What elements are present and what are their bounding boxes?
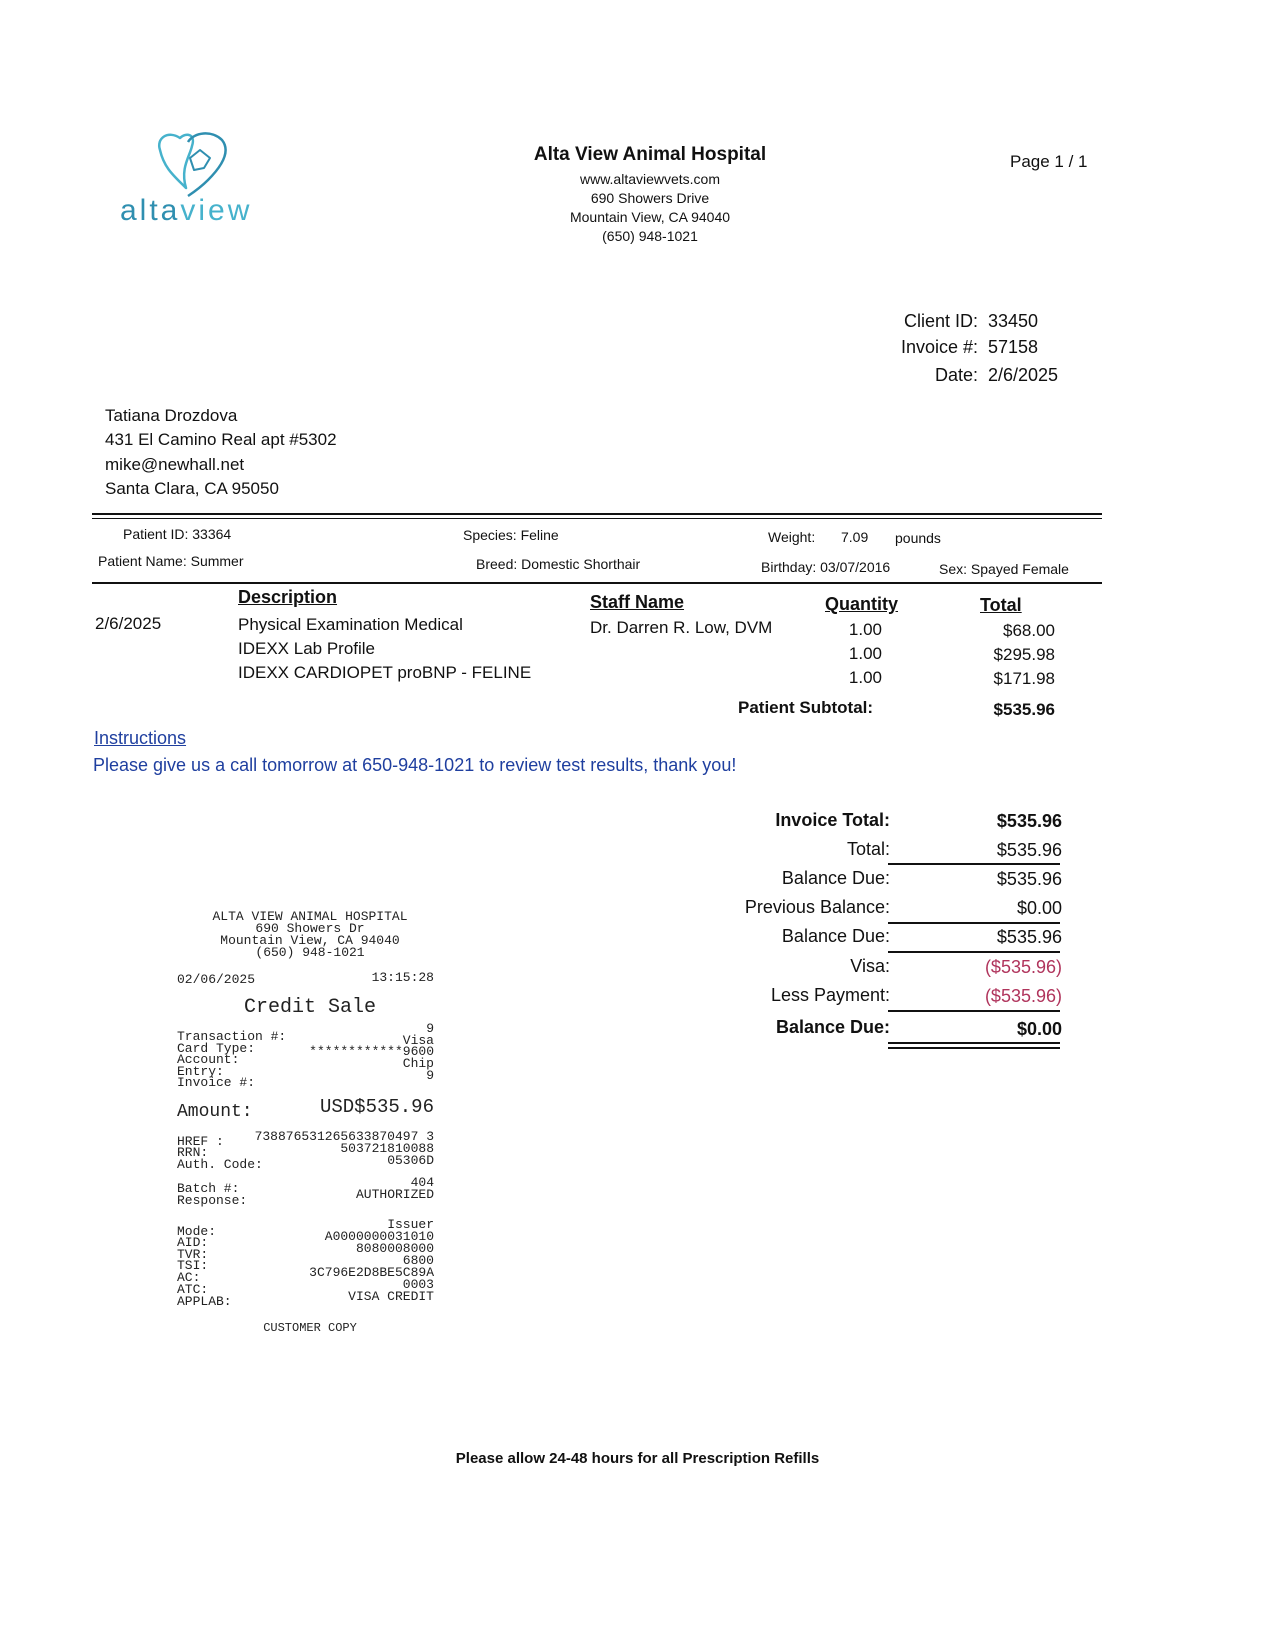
receipt-city: Mountain View, CA 94040 [220, 933, 400, 948]
receipt-field-value: Issuer [387, 1217, 434, 1232]
patient-weight-label: Weight: [768, 529, 816, 545]
line-item-staff: Dr. Darren R. Low, DVM [590, 618, 773, 637]
summary-rule [888, 863, 1060, 865]
divider-top-thin [92, 518, 1102, 519]
receipt-field-label: Response: [177, 1193, 248, 1208]
receipt-field-label: Account: [177, 1052, 240, 1067]
receipt-field-label: Auth. Code: [177, 1157, 263, 1172]
patient-id: Patient ID: 33364 [123, 526, 232, 542]
summary-value: $0.00 [1016, 898, 1062, 918]
line-item-total: $68.00 [1003, 621, 1055, 640]
summary-rule [888, 1047, 1060, 1049]
header-quantity: Quantity [825, 594, 899, 614]
header-staff-name: Staff Name [590, 592, 685, 612]
patient-sex: Sex: Spayed Female [939, 561, 1069, 577]
summary-rule [888, 1042, 1060, 1044]
instructions-text: Please give us a call tomorrow at 650-948-1021 to review test results, thank you! [93, 755, 737, 775]
receipt-field-label: HREF : [177, 1134, 224, 1149]
client-name: Tatiana Drozdova [105, 406, 238, 425]
line-item-description: IDEXX CARDIOPET proBNP - FELINE [238, 663, 532, 682]
client-id-label: Client ID: [903, 311, 978, 331]
summary-value: $535.96 [996, 811, 1062, 831]
receipt-merchant: ALTA VIEW ANIMAL HOSPITAL [212, 909, 408, 924]
summary-rule [888, 922, 1060, 924]
invoice-date-value: 2/6/2025 [988, 365, 1059, 385]
patient-weight-unit: pounds [895, 530, 941, 546]
footer-note: Please allow 24-48 hours for all Prescription Refills [455, 1450, 820, 1467]
hospital-website: www.altaviewvets.com [579, 171, 721, 187]
receipt-field-value: ************9600 [309, 1044, 434, 1059]
receipt-field-label: Batch #: [177, 1181, 240, 1196]
summary-label: Invoice Total: [775, 810, 890, 830]
summary-label: Previous Balance: [744, 897, 890, 917]
receipt-field-label: APPLAB: [177, 1294, 232, 1309]
receipt-time: 13:15:28 [371, 970, 434, 985]
receipt-field-value: 8080008000 [355, 1241, 434, 1256]
client-id-value: 33450 [988, 311, 1039, 331]
receipt-field-label: TVR: [177, 1247, 209, 1262]
hospital-city: Mountain View, CA 94040 [569, 209, 731, 225]
receipt-field-value: Visa [402, 1033, 434, 1048]
receipt-field-value: 404 [410, 1175, 434, 1190]
receipt-field-value: 738876531265633870497 3 [254, 1129, 434, 1144]
hospital-name: Alta View Animal Hospital [533, 144, 767, 165]
summary-label: Balance Due: [781, 868, 890, 888]
logo-text-view: view [180, 194, 253, 227]
receipt-amount-label: Amount: [177, 1102, 253, 1122]
hospital-phone: (650) 948-1021 [602, 228, 698, 244]
receipt-field-value: 503721810088 [340, 1141, 434, 1156]
logo-text-alta: alta [120, 194, 181, 227]
summary-label: Less Payment: [770, 985, 890, 1005]
receipt-field-value: 05306D [387, 1153, 434, 1168]
card-receipt [160, 818, 460, 1358]
receipt-street: 690 Showers Dr [255, 921, 365, 936]
line-item-total: $171.98 [993, 669, 1055, 688]
patient-breed: Breed: Domestic Shorthair [476, 556, 641, 572]
line-item-total: $295.98 [993, 645, 1055, 664]
receipt-field-value: 9 [426, 1068, 434, 1083]
receipt-title: Credit Sale [243, 996, 377, 1019]
patient-birthday: Birthday: 03/07/2016 [761, 559, 891, 575]
receipt-field-label: Card Type: [177, 1041, 256, 1056]
receipt-field-label: Entry: [177, 1064, 224, 1079]
client-email: mike@newhall.net [105, 455, 245, 474]
instructions-link[interactable]: Instructions [94, 728, 187, 748]
receipt-field-value: Chip [402, 1056, 434, 1071]
receipt-field-label: Transaction #: [177, 1029, 287, 1044]
summary-rule [888, 951, 1060, 953]
page-number: Page 1 / 1 [1010, 152, 1088, 171]
receipt-field-label: AID: [177, 1235, 209, 1250]
summary-value: $0.00 [1016, 1019, 1062, 1039]
summary-value: $535.96 [996, 869, 1062, 889]
summary-value: $535.96 [996, 840, 1062, 860]
line-item-quantity: 1.00 [848, 644, 882, 663]
receipt-phone: (650) 948-1021 [255, 945, 365, 960]
summary-value: ($535.96) [984, 957, 1062, 977]
receipt-field-label: Mode: [177, 1224, 217, 1239]
client-city: Santa Clara, CA 95050 [105, 479, 279, 498]
receipt-field-label: AC: [177, 1270, 201, 1285]
divider-patient [92, 582, 1102, 584]
line-item-date: 2/6/2025 [95, 614, 162, 633]
patient-subtotal-value: $535.96 [993, 700, 1055, 719]
invoice-date-label: Date: [934, 365, 978, 385]
receipt-field-label: TSI: [177, 1258, 209, 1273]
receipt-field-value: VISA CREDIT [348, 1289, 434, 1304]
summary-value: $535.96 [996, 927, 1062, 947]
receipt-field-label: RRN: [177, 1145, 209, 1160]
receipt-field-value: AUTHORIZED [355, 1187, 434, 1202]
patient-species: Species: Feline [463, 527, 559, 543]
receipt-field-value: A0000000031010 [324, 1229, 434, 1244]
receipt-amount-value: USD$535.96 [319, 1096, 434, 1118]
summary-label: Visa: [850, 956, 890, 976]
line-item-description: IDEXX Lab Profile [238, 639, 376, 658]
summary-value: ($535.96) [984, 986, 1062, 1006]
receipt-field-value: 0003 [402, 1277, 434, 1292]
hospital-street: 690 Showers Drive [590, 190, 710, 206]
patient-weight-value: 7.09 [841, 529, 869, 545]
divider-top [92, 513, 1102, 515]
receipt-field-value: 9 [426, 1021, 434, 1036]
client-address: 431 El Camino Real apt #5302 [105, 430, 337, 449]
receipt-date: 02/06/2025 [177, 972, 256, 987]
patient-name: Patient Name: Summer [98, 553, 244, 569]
receipt-field-value: 3C796E2D8BE5C89A [309, 1265, 434, 1280]
summary-label: Balance Due: [775, 1017, 890, 1037]
patient-subtotal-label: Patient Subtotal: [738, 698, 874, 717]
header-description: Description [238, 587, 338, 607]
receipt-field-label: ATC: [177, 1282, 209, 1297]
invoice-number-value: 57158 [988, 337, 1039, 357]
summary-rule [888, 1010, 1060, 1012]
receipt-field-label: Invoice #: [177, 1075, 256, 1090]
summary-label: Balance Due: [781, 926, 890, 946]
receipt-customer-copy: CUSTOMER COPY [263, 1321, 357, 1335]
altaview-logo-icon [150, 128, 234, 200]
line-item-quantity: 1.00 [848, 620, 882, 639]
line-item-quantity: 1.00 [848, 668, 882, 687]
invoice-number-label: Invoice #: [900, 337, 978, 357]
receipt-field-value: 6800 [402, 1253, 434, 1268]
summary-label: Total: [846, 839, 890, 859]
logo-wordmark [120, 194, 252, 228]
line-item-description: Physical Examination Medical [238, 615, 463, 634]
header-total: Total [980, 595, 1022, 615]
